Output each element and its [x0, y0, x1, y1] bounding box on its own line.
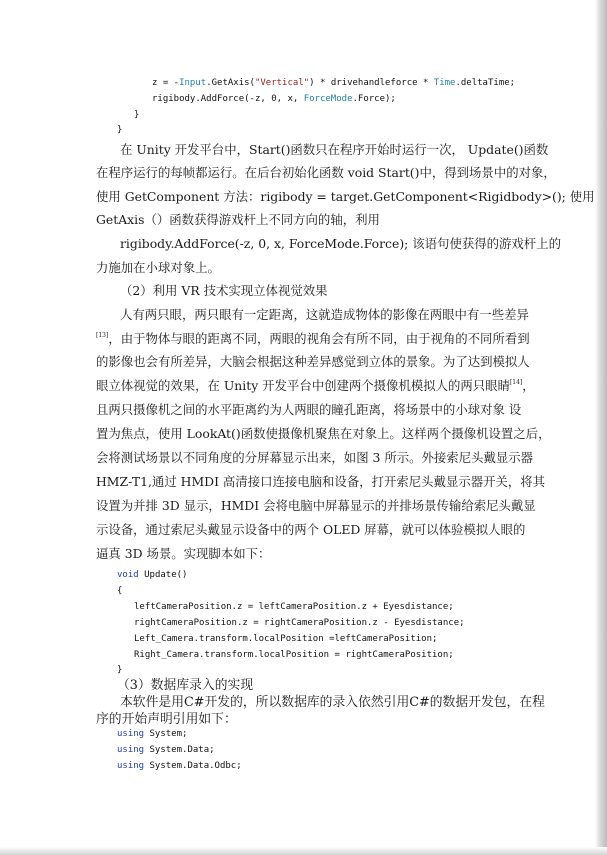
- code-line: }: [117, 665, 123, 675]
- code-line: using System.Data;: [117, 745, 215, 755]
- citation-ref: [13]: [96, 332, 109, 339]
- code-line: leftCameraPosition.z = leftCameraPosition.z + Eyesdistance;: [134, 602, 454, 612]
- paragraph-line: 序的开始声明引用如下：: [96, 712, 237, 727]
- paragraph-line: 本软件是用C#开发的，所以数据库的录入依然引用C#的数据开发包，在程: [120, 695, 545, 710]
- paragraph-line: 示设备，通过索尼头戴显示设备中的两个 OLED 屏幕，就可以体验模拟人眼的: [96, 522, 526, 537]
- paragraph-line: 力施加在小球对象上。: [96, 260, 220, 275]
- code-line: z = -Input.GetAxis("Vertical") * drivehandleforce * Time.deltaTime;: [152, 78, 516, 88]
- code-line: Right_Camera.transform.localPosition = rightCameraPosition;: [134, 650, 454, 660]
- citation-ref: [14]: [509, 379, 523, 386]
- section-heading: （3）数据库录入的实现: [117, 678, 254, 693]
- paragraph-line: 人有两只眼，两只眼有一定距离，这就造成物体的影像在两眼中有一些差异: [120, 307, 529, 322]
- paragraph-line: rigibody.AddForce(-z, 0, x, ForceMode.Force); 该语句使获得的游戏杆上的: [120, 236, 561, 251]
- code-line: rigibody.AddForce(-z, 0, x, ForceMode.Force);: [152, 94, 396, 104]
- paragraph-line: 置为焦点，使用 LookAt()函数使摄像机聚焦在对象上。这样两个摄像机设置之后，: [96, 426, 551, 441]
- paragraph-line: 且两只摄像机之间的水平距离约为人两眼的瞳孔距离，将场景中的小球对象 设: [96, 402, 522, 417]
- paragraph-line: 眼立体视觉的效果，在 Unity 开发平台中创建两个摄像机模拟人的两只眼睛[14]，: [96, 378, 535, 393]
- paragraph-line: [13]，由于物体与眼的距离不同，两眼的视角会有所不同，由于视角的不同所看到: [96, 331, 530, 346]
- paragraph-line: 会将测试场景以不同角度的分屏幕显示出来，如图 3 所示。外接索尼头戴显示器: [96, 450, 534, 465]
- code-line: }: [117, 125, 123, 135]
- code-line: rightCameraPosition.z = rightCameraPosition.z - Eyesdistance;: [134, 618, 465, 628]
- paragraph-line: 逼真 3D 场景。实现脚本如下：: [96, 546, 271, 561]
- code-line: using System.Data.Odbc;: [117, 761, 242, 771]
- paragraph-line: 在 Unity 开发平台中，Start()函数只在程序开始时运行一次， Update()函数: [120, 142, 549, 157]
- paragraph-line: GetAxis（）函数获得游戏杆上不同方向的轴，利用: [96, 212, 380, 227]
- code-line: {: [117, 586, 123, 596]
- paragraph-line: 的影像也会有所差异，大脑会根据这种差异感觉到立体的景象。为了达到模拟人: [96, 354, 530, 369]
- paragraph-line: 使用 GetComponent 方法：rigibody = target.GetComponent<Rigidbody>(); 使用: [96, 189, 595, 204]
- paragraph-line: 设置为并排 3D 显示，HMDI 会将电脑中屏幕显示的并排场景传输给索尼头戴显: [96, 498, 536, 513]
- code-line: void Update(): [117, 570, 188, 580]
- code-line: using System;: [117, 729, 188, 739]
- page-edge-shadow: [595, 0, 607, 855]
- paragraph-line: 在程序运行的每帧都运行。在后台初始化函数 void Start()中，得到场景中的对象，: [96, 165, 556, 180]
- page-bottom-shadow: [0, 847, 607, 855]
- code-line: Left_Camera.transform.localPosition =leftCameraPosition;: [134, 634, 438, 644]
- paragraph-line: HMZ-T1,通过 HMDI 高清接口连接电脑和设备，打开索尼头戴显示器开关，将其: [96, 474, 546, 489]
- section-heading: （2）利用 VR 技术实现立体视觉效果: [120, 283, 328, 298]
- code-line: }: [134, 110, 140, 120]
